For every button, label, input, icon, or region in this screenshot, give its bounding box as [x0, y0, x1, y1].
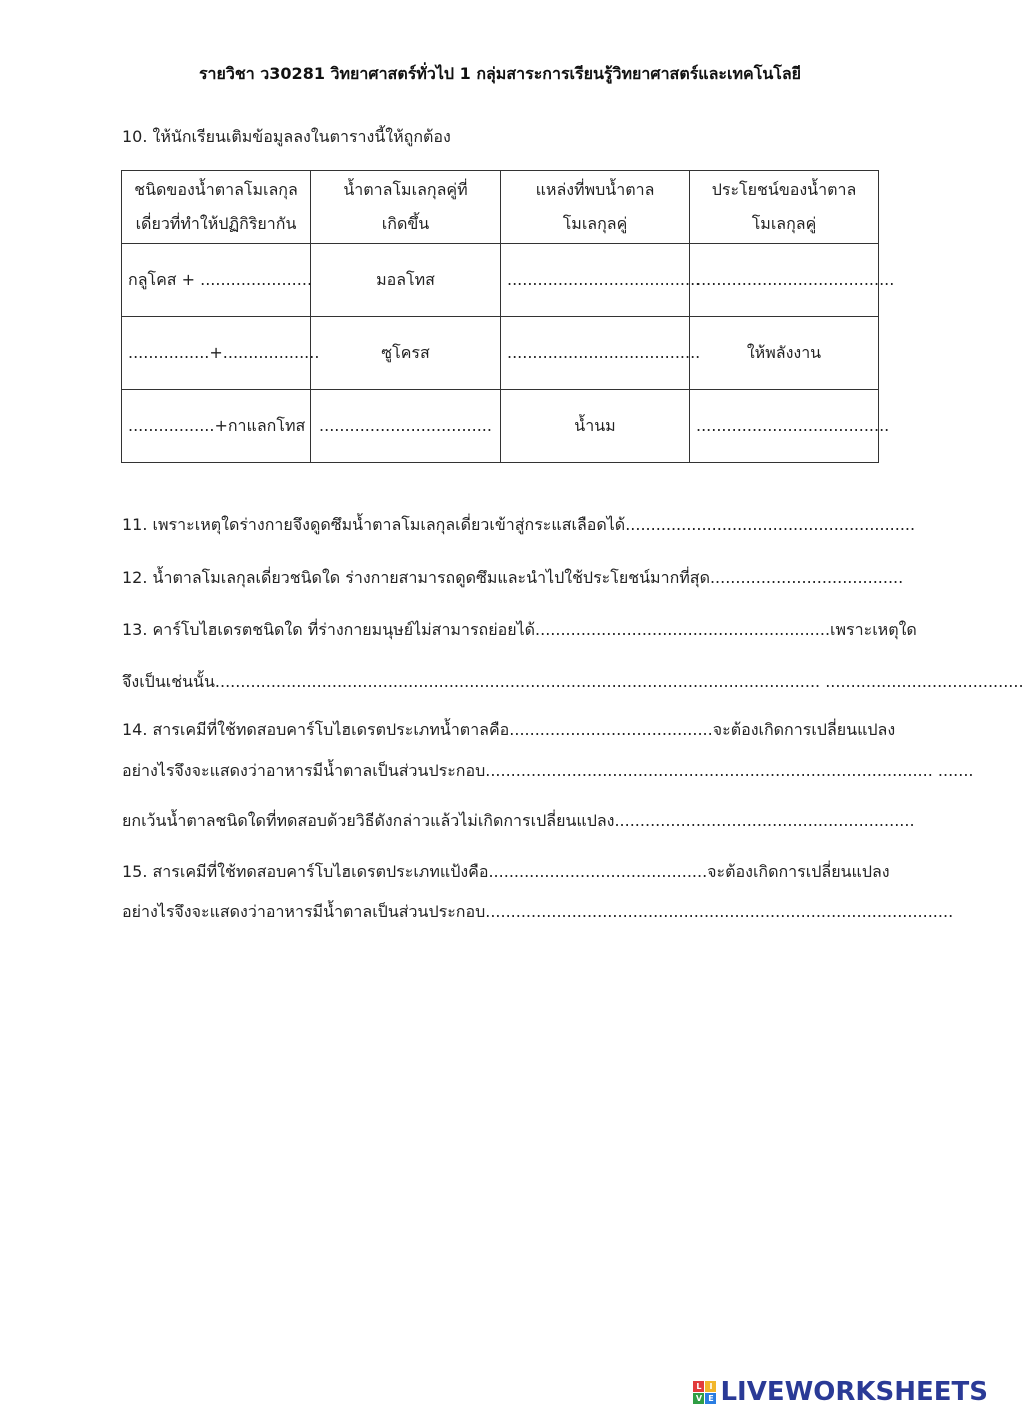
question-13-line-1[interactable]: 13. คาร์โบไฮเดรตชนิดใด ที่ร่างกายมนุษย์ไม่สามารถย่อยได้..........................................................เพราะเหตุใด	[122, 620, 917, 639]
table-cell: ให้พลังงาน	[690, 317, 879, 390]
table-cell: น้ำนม	[501, 390, 690, 463]
question-10-prompt: 10. ให้นักเรียนเติมข้อมูลลงในตารางนี้ให้ถูกต้อง	[122, 127, 451, 146]
blank-field[interactable]: กลูโคส + ......................	[122, 244, 311, 317]
logo-letter: I	[705, 1381, 716, 1392]
worksheet-table	[121, 170, 895, 463]
header-cell: ชนิดของน้ำตาลโมเลกุล เดี่ยวที่ทำให้ปฏิกิริยากัน	[122, 171, 311, 244]
question-15-line-1[interactable]: 15. สารเคมีที่ใช้ทดสอบคาร์โบไฮเดรตประเภทแป้งคือ...........................................จะต้องเกิดการเปลี่ยนแปลง	[122, 862, 890, 881]
blank-field[interactable]: ......................................	[501, 244, 690, 317]
question-14-line-2[interactable]: อย่างไรจึงจะแสดงว่าอาหารมีน้ำตาลเป็นส่วนประกอบ........................................................................................ .......	[122, 761, 974, 780]
table-cell: ซูโครส	[311, 317, 501, 390]
question-15-line-2[interactable]: อย่างไรจึงจะแสดงว่าอาหารมีน้ำตาลเป็นส่วนประกอบ............................................................................................	[122, 902, 954, 921]
logo-letter: V	[693, 1393, 704, 1404]
question-13-line-2[interactable]: จึงเป็นเช่นนั้น....................................................................................................................... .......................................	[122, 672, 1024, 691]
logo-letter: L	[693, 1381, 704, 1392]
logo-mark-icon	[693, 1381, 716, 1404]
blank-field[interactable]: ..................................	[311, 390, 501, 463]
logo-letter: E	[705, 1393, 716, 1404]
header-cell: ประโยชน์ของน้ำตาล โมเลกุลคู่	[690, 171, 879, 244]
question-12[interactable]: 12. น้ำตาลโมเลกุลเดี่ยวชนิดใด ร่างกายสามารถดูดซึมและนำไปใช้ประโยชน์มากที่สุด......................................	[122, 568, 904, 587]
question-14-line-1[interactable]: 14. สารเคมีที่ใช้ทดสอบคาร์โบไฮเดรตประเภทน้ำตาลคือ........................................จะต้องเกิดการเปลี่ยนแปลง	[122, 720, 896, 739]
logo-text: LIVEWORKSHEETS	[720, 1377, 988, 1407]
blank-field[interactable]: .......................................	[690, 244, 879, 317]
header-cell: แหล่งที่พบน้ำตาล โมเลกุลคู่	[501, 171, 690, 244]
blank-field[interactable]: ................+...................	[122, 317, 311, 390]
table-cell: มอลโทส	[311, 244, 501, 317]
table-header-row	[122, 171, 879, 244]
question-14-line-3[interactable]: ยกเว้นน้ำตาลชนิดใดที่ทดสอบด้วยวิธีดังกล่าวแล้วไม่เกิดการเปลี่ยนแปลง...........................................................	[122, 811, 915, 830]
table-row	[122, 244, 879, 317]
question-11[interactable]: 11. เพราะเหตุใดร่างกายจึงดูดซึมน้ำตาลโมเลกุลเดี่ยวเข้าสู่กระแสเลือดได้.........................................................	[122, 515, 916, 534]
header-cell: น้ำตาลโมเลกุลคู่ที่ เกิดขึ้น	[311, 171, 501, 244]
blank-field[interactable]: .................+กาแลกโทส	[122, 390, 311, 463]
liveworksheets-logo	[693, 1377, 988, 1407]
page-title: รายวิชา ว30281 วิทยาศาสตร์ทั่วไป 1 กลุ่มสาระการเรียนรู้วิทยาศาสตร์และเทคโนโลยี	[198, 64, 802, 83]
table-row	[122, 390, 879, 463]
blank-field[interactable]: ......................................	[501, 317, 690, 390]
table-row	[122, 317, 879, 390]
blank-field[interactable]: ......................................	[690, 390, 879, 463]
